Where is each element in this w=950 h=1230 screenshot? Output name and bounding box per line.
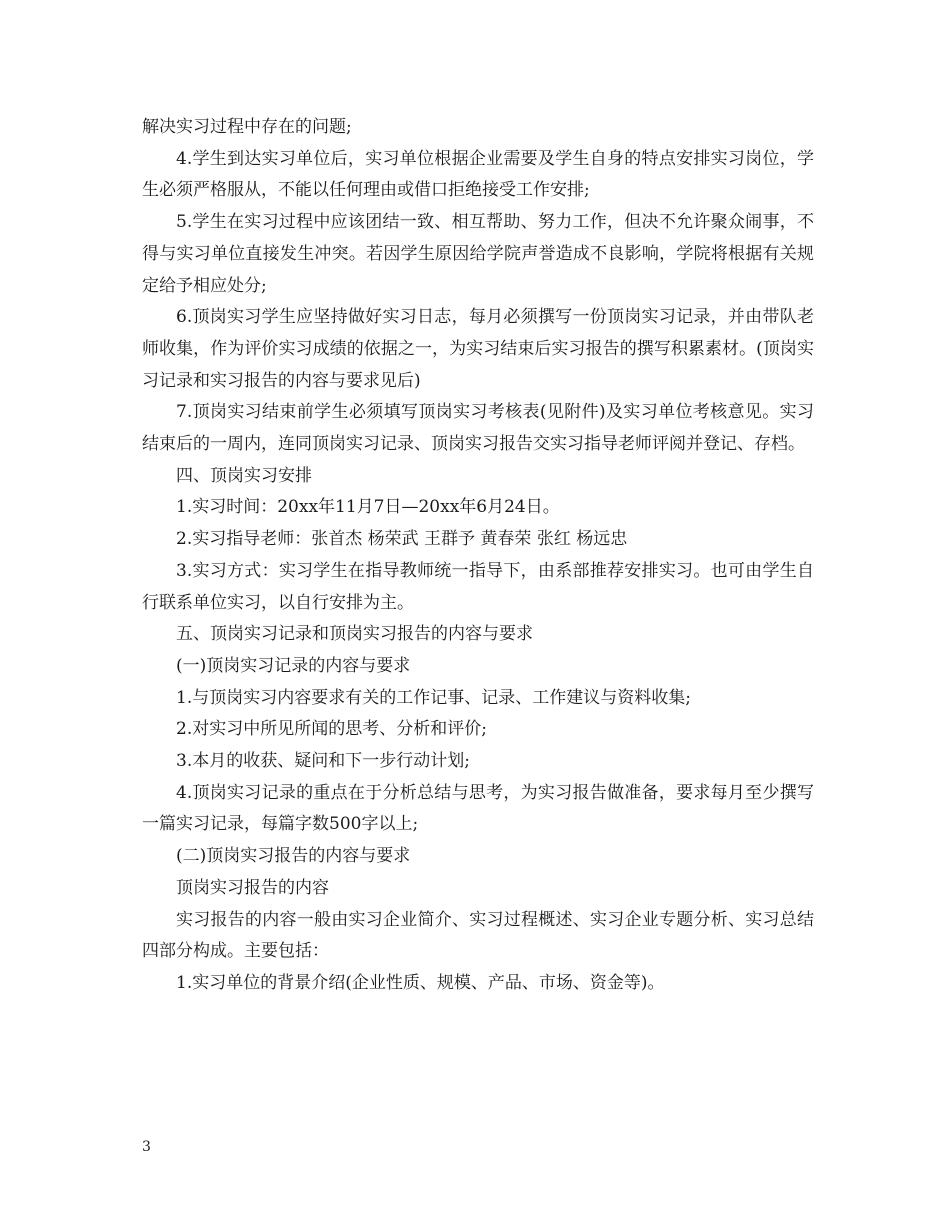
paragraph-13: 2.对实习中所见所闻的思考、分析和评价;: [176, 719, 487, 740]
subsection-heading-1: (一)顶岗实习记录的内容与要求: [176, 655, 411, 676]
subsection-heading-2: (二)顶岗实习报告的内容与要求: [176, 846, 411, 867]
paragraph-8: 2.实习指导老师：张首杰 杨荣武 王群予 黄春荣 张红 杨远忠: [176, 529, 628, 550]
paragraph-3: 5.学生在实习过程中应该团结一致、相互帮助、努力工作，但决不允许聚众闹事，不得与实习单位直接发生冲突。若因学生原因给学院声誉造成不良影响，学院将根据有关规定给予相应处分;: [142, 212, 814, 296]
section-heading-4: 四、顶岗实习安排: [176, 465, 312, 486]
paragraph-7: 1.实习时间：20xx年11月7日—20xx年6月24日。: [176, 497, 560, 518]
paragraph-4: 6.顶岗实习学生应坚持做好实习日志，每月必须撰写一份顶岗实习记录，并由带队老师收集，作为评价实习成绩的依据之一，为实习结束后实习报告的撰写积累素材。(顶岗实习记录和实习报告的内容与要求见后): [142, 307, 814, 391]
paragraph-1: 解决实习过程中存在的问题;: [142, 117, 352, 137]
paragraph-19: 1.实习单位的背景介绍(企业性质、规模、产品、市场、资金等)。: [176, 972, 665, 993]
paragraph-12: 1.与顶岗实习内容要求有关的工作记事、记录、工作建议与资料收集;: [176, 687, 691, 708]
paragraph-2: 4.学生到达实习单位后，实习单位根据企业需要及学生自身的特点安排实习岗位，学生必须严格服从，不能以任何理由或借口拒绝接受工作安排;: [142, 148, 814, 201]
paragraph-5: 7.顶岗实习结束前学生必须填写顶岗实习考核表(见附件)及实习单位考核意见。实习结束后的一周内，连同顶岗实习记录、顶岗实习报告交实习指导老师评阅并登记、存档。: [142, 402, 814, 455]
paragraph-17: 顶岗实习报告的内容: [176, 877, 329, 898]
paragraph-14: 3.本月的收获、疑问和下一步行动计划;: [176, 751, 470, 772]
section-heading-5: 五、顶岗实习记录和顶岗实习报告的内容与要求: [176, 624, 533, 645]
paragraph-18: 实习报告的内容一般由实习企业简介、实习过程概述、实习企业专题分析、实习总结四部分构成。主要包括：: [142, 909, 814, 962]
document-body: [142, 112, 814, 1000]
page-number: 3: [142, 1139, 151, 1155]
paragraph-15: 4.顶岗实习记录的重点在于分析总结与思考，为实习报告做准备，要求每月至少撰写一篇实习记录，每篇字数500字以上;: [142, 782, 814, 835]
paragraph-9: 3.实习方式：实习学生在指导教师统一指导下，由系部推荐安排实习。也可由学生自行联系单位实习，以自行安排为主。: [142, 560, 814, 613]
